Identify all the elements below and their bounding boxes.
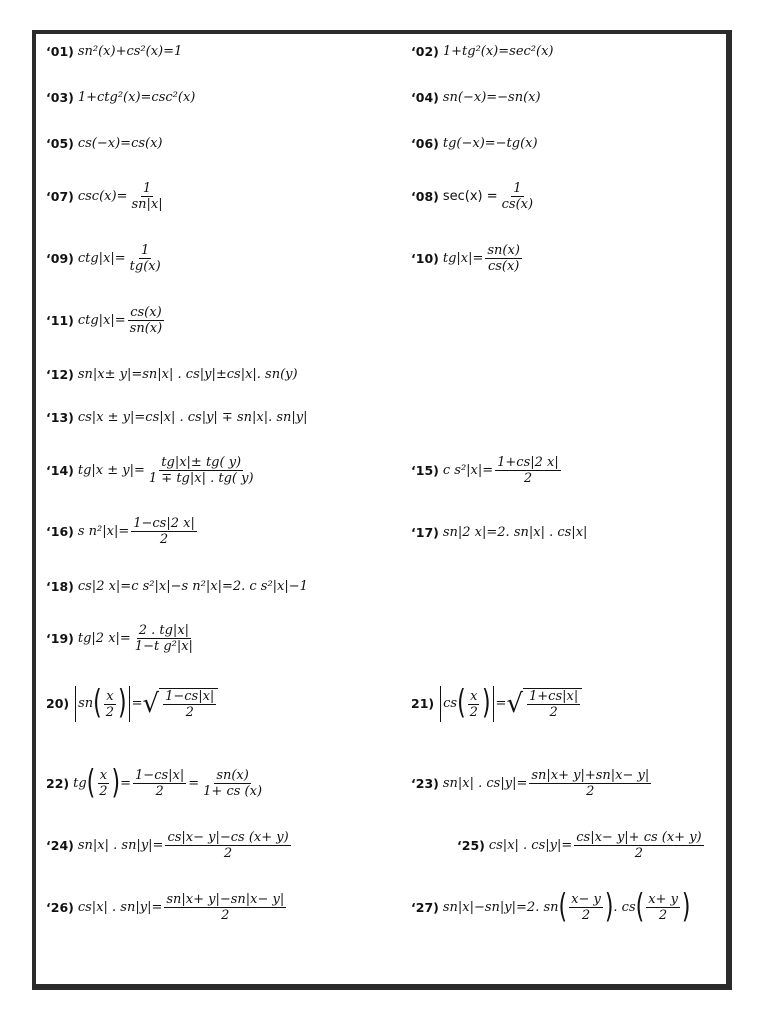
formula-expression: sn|x± y|=sn|x| . cs|y|±cs|x|. sn(y): [77, 367, 298, 382]
abs-bar-left: [75, 686, 76, 722]
formula-expression: 1+tg²(x)=sec²(x): [442, 44, 554, 59]
fraction: [201, 768, 264, 799]
formula-23: [411, 768, 653, 799]
denominator: sn|x|: [131, 197, 163, 212]
formula-21: [411, 686, 582, 722]
paren-left: (: [86, 764, 96, 802]
formula-15: [411, 455, 563, 486]
formula-number: ‘25): [457, 837, 485, 853]
formula-12: [46, 367, 298, 383]
numerator: x: [470, 688, 478, 704]
numerator: cs|x− y|−cs (x+ y): [167, 830, 289, 845]
formula-04: [411, 90, 541, 106]
denominator: 1 ∓ tg|x| . tg( y): [148, 471, 254, 486]
denominator: 2: [549, 705, 558, 720]
equals-sign: =: [495, 696, 507, 711]
formula-13: [46, 410, 308, 426]
formula-lhs: s n²|x|=: [77, 523, 130, 539]
numerator: 1−cs|2 x|: [133, 516, 195, 531]
numerator: tg|x|± tg( y): [161, 455, 242, 470]
function-name: cs: [443, 696, 458, 711]
square-root: [143, 688, 219, 720]
formula-expression: sn(−x)=−sn(x): [442, 90, 541, 105]
equals-sign: =: [120, 775, 132, 791]
denominator: 1−t g²|x|: [134, 639, 193, 654]
paren-left: (: [93, 684, 102, 722]
denominator: tg(x): [129, 259, 161, 274]
formula-lhs: tg|x ± y|=: [77, 462, 145, 478]
numerator: x+ y: [648, 892, 678, 907]
formula-lhs: sn|x| . cs|y|=: [442, 775, 528, 791]
formula-number: ‘10): [411, 250, 439, 266]
paren-left: (: [457, 684, 466, 722]
fraction: [133, 768, 186, 799]
formula-number: ‘08): [411, 188, 439, 204]
fraction: [500, 181, 535, 212]
formula-number: ‘01): [46, 44, 74, 59]
numerator: 2 . tg|x|: [138, 623, 190, 638]
numerator: 1+cs|x|: [529, 689, 579, 704]
formula-17: [411, 525, 587, 541]
formula-number: ‘23): [411, 775, 439, 791]
denominator: 2: [658, 908, 668, 923]
formula-number: ‘07): [46, 188, 74, 204]
fraction: [646, 892, 680, 923]
denominator: 2: [634, 846, 644, 861]
formula-number: ‘15): [411, 462, 439, 478]
fraction: [147, 455, 256, 486]
formula-expression: cs|2 x|=c s²|x|−s n²|x|=2. c s²|x|−1: [77, 579, 308, 594]
denominator: 1+ cs (x): [203, 784, 263, 799]
formula-lhs: ctg|x|=: [77, 312, 126, 328]
formula-11: [46, 305, 166, 336]
formula-01: [46, 44, 182, 60]
numerator: x: [99, 768, 108, 783]
inner-fraction: [97, 768, 109, 799]
denominator: 2: [105, 704, 115, 720]
formula-number: ‘02): [411, 44, 439, 59]
function-name: tg: [73, 775, 87, 791]
formula-02: [411, 44, 553, 60]
formula-25: [457, 830, 706, 861]
formula-number: ‘12): [46, 367, 74, 382]
equals-sign: =: [188, 775, 200, 791]
denominator: 2: [99, 784, 108, 799]
equals-sign: =: [131, 696, 143, 711]
formula-number: ‘03): [46, 90, 74, 105]
formula-expression: sn²(x)+cs²(x)=1: [77, 44, 183, 59]
fraction: [495, 455, 561, 486]
numerator: sn(x): [487, 243, 520, 258]
formula-expression: cs(−x)=cs(x): [77, 136, 163, 151]
fraction: [485, 243, 522, 274]
denominator: cs(x): [487, 259, 520, 274]
formula-number: ‘14): [46, 462, 74, 478]
inner-fraction: [468, 689, 480, 720]
paren-right: ): [604, 888, 614, 926]
formula-05: [46, 136, 163, 152]
abs-bar-right: [493, 686, 494, 722]
paren-left: (: [558, 888, 568, 926]
square-root: [506, 688, 582, 720]
function-name: sn: [78, 696, 94, 711]
numerator: 1+cs|2 x|: [497, 455, 559, 470]
formula-06: [411, 136, 538, 152]
formula-middle: . cs: [613, 899, 636, 915]
fraction: [529, 768, 651, 799]
formula-lhs: sn|x| . sn|y|=: [77, 837, 164, 853]
formula-lhs: c s²|x|=: [442, 462, 494, 478]
formula-09: [46, 243, 165, 274]
denominator: sn(x): [129, 321, 163, 336]
numerator: 1: [513, 181, 522, 196]
denominator: cs(x): [501, 197, 534, 212]
denominator: 2: [185, 705, 194, 720]
abs-bar-right: [129, 686, 130, 722]
numerator: cs(x): [130, 305, 162, 320]
formula-03: [46, 90, 195, 106]
formula-lhs: ctg|x|=: [77, 250, 126, 266]
denominator: 2: [223, 846, 233, 861]
formula-number: ‘09): [46, 250, 74, 266]
formula-24: [46, 830, 293, 861]
paren-right: ): [681, 888, 691, 926]
paren-right: ): [118, 684, 127, 722]
fraction: [165, 830, 290, 861]
formula-lhs: cs|x| . cs|y|=: [488, 837, 573, 853]
denominator: 2: [581, 908, 591, 923]
formula-14: [46, 455, 258, 486]
formula-number: ‘19): [46, 630, 74, 646]
fraction: [569, 892, 603, 923]
fraction: [128, 243, 163, 274]
numerator: x− y: [571, 892, 601, 907]
numerator: 1: [141, 243, 150, 258]
formula-expression: 1+ctg²(x)=csc²(x): [77, 90, 196, 105]
formula-number: ‘16): [46, 523, 74, 539]
abs-bar-left: [440, 686, 441, 722]
numerator: sn(x): [216, 768, 249, 783]
formula-number: ‘13): [46, 410, 74, 425]
numerator: 1: [142, 181, 152, 196]
formula-number: 21): [411, 696, 435, 711]
paren-right: ): [111, 764, 121, 802]
formula-lhs: tg|x|=: [442, 250, 484, 266]
radical-sign: √: [506, 689, 524, 719]
formula-18: [46, 579, 308, 595]
formula-22: [46, 764, 266, 802]
formula-08: [411, 181, 537, 212]
formula-number: ‘18): [46, 579, 74, 594]
numerator: sn|x+ y|+sn|x− y|: [531, 768, 650, 783]
fraction: [133, 623, 195, 654]
denominator: 2: [221, 908, 230, 923]
numerator: 1−cs|x|: [135, 768, 185, 783]
radical-sign: √: [142, 689, 160, 719]
paren-right: ): [481, 684, 491, 722]
numerator: sn|x+ y|−sn|x− y|: [166, 892, 285, 907]
fraction: [129, 181, 164, 212]
denominator: 2: [586, 784, 595, 799]
formula-19: [46, 623, 197, 654]
formula-lhs: tg|2 x|=: [77, 630, 131, 646]
denominator: 2: [469, 704, 478, 720]
fraction: [527, 689, 580, 720]
denominator: 2: [523, 471, 533, 486]
formula-07: [46, 181, 167, 212]
formula-20: [46, 686, 218, 722]
formula-lhs: csc(x)=: [77, 188, 128, 204]
formula-expression: cs|x ± y|=cs|x| . cs|y| ∓ sn|x|. sn|y|: [77, 410, 308, 425]
formula-number: ‘17): [411, 525, 439, 540]
formula-number: ‘06): [411, 136, 439, 151]
fraction: [131, 516, 197, 547]
formula-10: [411, 243, 524, 274]
formula-lhs: sec(x) =: [442, 188, 498, 204]
formula-lhs: sn|x|−sn|y|=2. sn: [442, 899, 559, 915]
formula-lhs: cs|x| . sn|y|=: [77, 899, 163, 915]
fraction: [163, 689, 216, 720]
formula-16: [46, 516, 199, 547]
denominator: 2: [155, 784, 164, 799]
formula-number: ‘26): [46, 899, 74, 915]
formula-number: 20): [46, 696, 70, 711]
formula-number: 22): [46, 775, 70, 791]
paren-left: (: [635, 888, 645, 926]
fraction: [128, 305, 165, 336]
formula-number: ‘11): [46, 312, 74, 328]
formula-number: ‘27): [411, 899, 439, 915]
formula-27: [411, 888, 691, 926]
formula-26: [46, 892, 288, 923]
formula-expression: tg(−x)=−tg(x): [442, 136, 538, 151]
denominator: 2: [159, 532, 169, 547]
inner-fraction: [104, 689, 116, 720]
fraction: [574, 830, 703, 861]
numerator: 1−cs|x|: [165, 689, 215, 704]
numerator: cs|x− y|+ cs (x+ y): [576, 830, 702, 845]
formula-number: ‘24): [46, 837, 74, 853]
formula-number: ‘05): [46, 136, 74, 151]
formula-expression: sn|2 x|=2. sn|x| . cs|x|: [442, 525, 588, 540]
formula-number: ‘04): [411, 90, 439, 105]
numerator: x: [106, 688, 114, 704]
fraction: [164, 892, 286, 923]
